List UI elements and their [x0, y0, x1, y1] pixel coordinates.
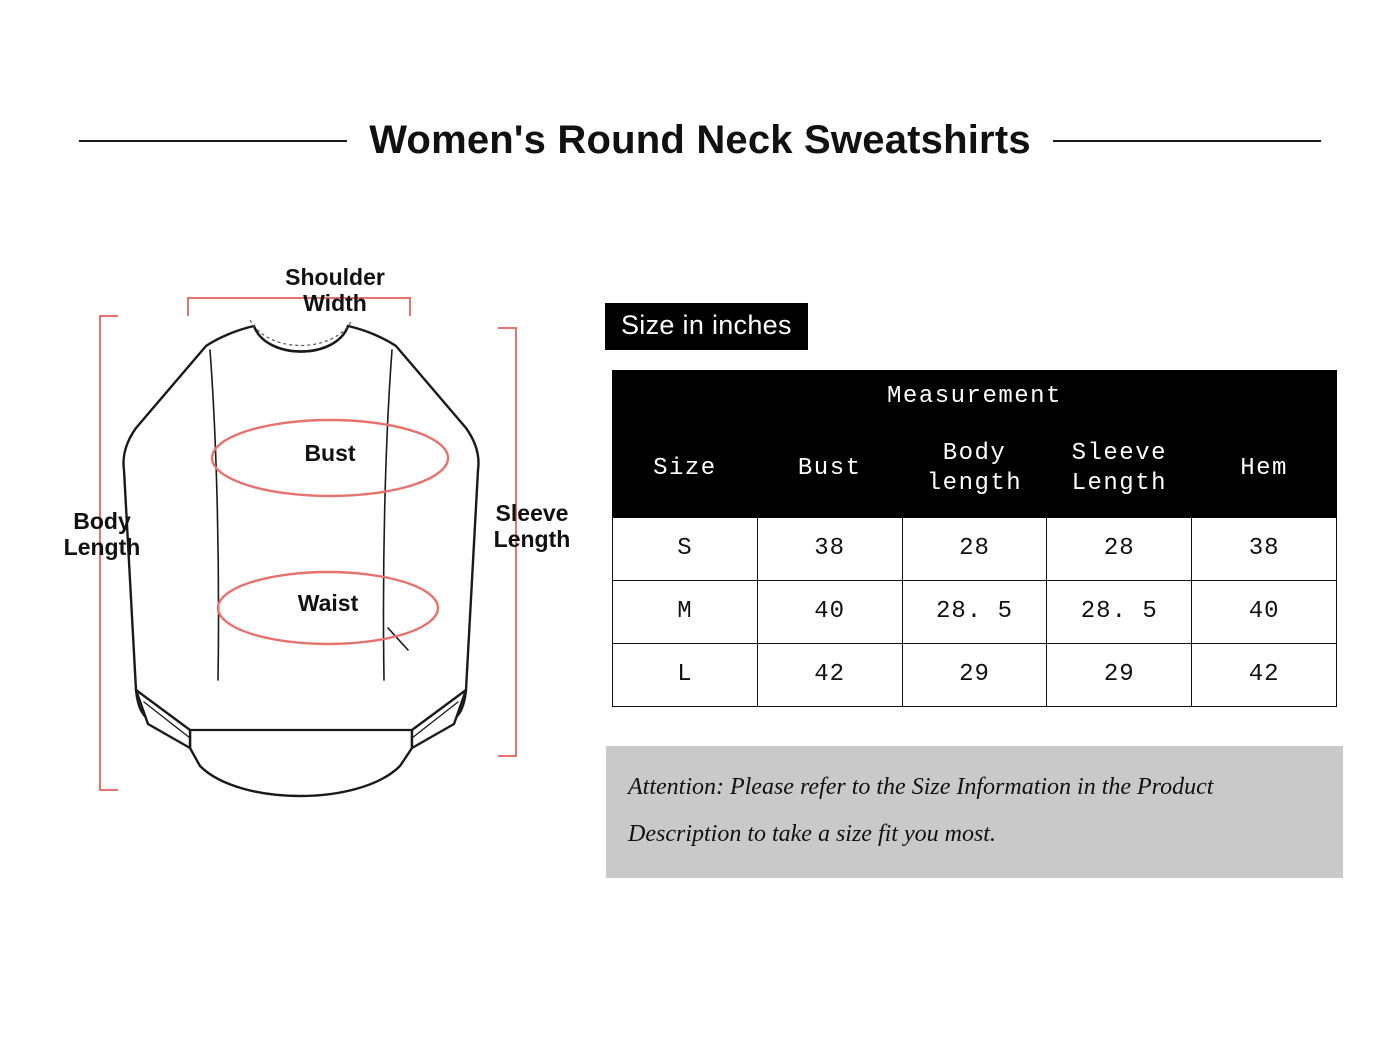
column-header-hem: [1192, 425, 1337, 518]
label-bust: Bust: [304, 440, 356, 466]
label-shoulder-width-line2: Width: [303, 290, 367, 317]
column-header-size-line1: Size: [653, 455, 717, 482]
cell-bust: 42: [757, 644, 902, 707]
column-header-size: [613, 425, 758, 518]
cell-body-length: 28. 5: [902, 581, 1047, 644]
cell-sleeve-length: 28. 5: [1047, 581, 1192, 644]
column-header-sleeve-length: [1047, 425, 1192, 518]
size-table-body: [613, 518, 1337, 707]
title-rule-left: [79, 140, 347, 142]
label-sleeve-length: [462, 500, 602, 553]
size-units-badge: Size in inches: [605, 303, 808, 350]
size-table-head: [613, 371, 1337, 518]
cell-hem: 38: [1192, 518, 1337, 581]
label-body-length-line2: Length: [63, 534, 141, 561]
attention-line-1: Attention: Please refer to the Size Information in the Product: [628, 774, 1214, 800]
cell-size: M: [613, 581, 758, 644]
cell-body-length: 29: [902, 644, 1047, 707]
page-title-row: [0, 118, 1400, 163]
size-table: [612, 370, 1337, 707]
column-header-body-length: [902, 425, 1047, 518]
label-sleeve-length-line1: Sleeve: [495, 500, 569, 526]
table-column-header-row: [613, 425, 1337, 518]
cell-bust: 38: [757, 518, 902, 581]
cell-size: S: [613, 518, 758, 581]
cell-hem: 42: [1192, 644, 1337, 707]
label-waist: Waist: [297, 590, 359, 616]
cell-bust: 40: [757, 581, 902, 644]
column-header-body-length-line1: Body: [942, 440, 1007, 467]
table-row: [613, 518, 1337, 581]
title-rule-right: [1053, 140, 1321, 142]
column-header-bust-line1: Bust: [797, 455, 862, 482]
label-body-length: [42, 508, 162, 561]
size-table-wrapper: [612, 370, 1337, 707]
table-group-header-row: [613, 371, 1337, 425]
label-shoulder-width-line1: Shoulder: [285, 264, 385, 290]
table-row: [613, 581, 1337, 644]
column-header-bust: [757, 425, 902, 518]
column-header-sleeve-length-line1: Sleeve: [1071, 440, 1167, 467]
column-header-hem-line1: Hem: [1240, 455, 1288, 482]
column-header-body-length-line2: length: [926, 470, 1023, 497]
table-row: [613, 644, 1337, 707]
garment-illustration: [40, 250, 600, 890]
cell-hem: 40: [1192, 581, 1337, 644]
cell-body-length: 28: [902, 518, 1047, 581]
attention-note: [606, 746, 1343, 878]
cell-sleeve-length: 29: [1047, 644, 1192, 707]
label-body-length-line1: Body: [73, 508, 131, 534]
cell-size: L: [613, 644, 758, 707]
measurement-header: Measurement: [613, 371, 1337, 425]
page-title: Women's Round Neck Sweatshirts: [369, 118, 1031, 162]
label-shoulder-width: [240, 264, 430, 317]
column-header-sleeve-length-line2: Length: [1071, 470, 1167, 497]
sweatshirt-drawing: [40, 250, 600, 890]
label-sleeve-length-line2: Length: [493, 526, 571, 553]
attention-line-2: Description to take a size fit you most.: [628, 820, 996, 847]
cell-sleeve-length: 28: [1047, 518, 1192, 581]
